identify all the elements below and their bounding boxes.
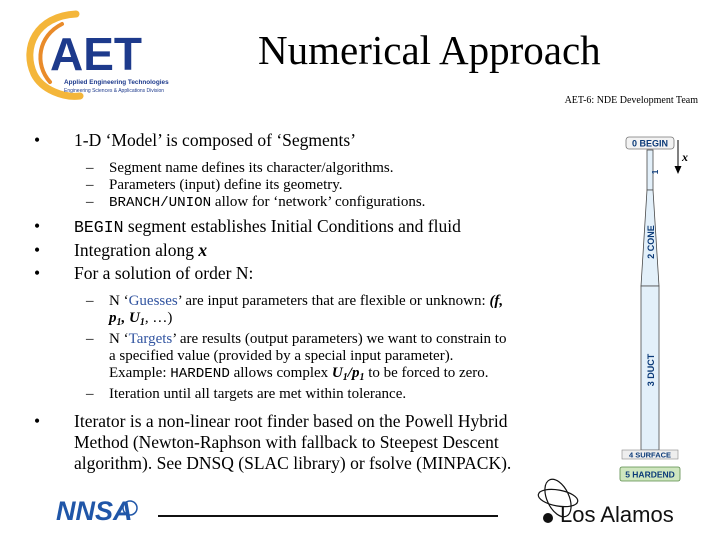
bullet-text: segment establishes Initial Conditions and fluid (123, 216, 461, 236)
sub-bullet-guesses (34, 293, 606, 331)
dash-marker: – (86, 331, 94, 347)
aet-logo (18, 8, 183, 100)
variable-x: x (198, 240, 208, 260)
bullet-marker: • (34, 240, 41, 260)
x-axis-arrowhead (675, 166, 682, 174)
bullet-text: For a solution of order N: (74, 263, 254, 283)
highlight-targets: Targets (128, 331, 173, 347)
nnsa-logo (54, 490, 144, 528)
text-fragment: to be forced to zero. (364, 365, 489, 381)
segment-5-label: 5 HARDEND (625, 469, 675, 480)
subscript: 1 (342, 372, 348, 383)
text-fragment: , (121, 310, 129, 326)
bullet-text: 1-D ‘Model’ is composed of ‘Segments’ (74, 130, 357, 150)
sub-bullet-targets (34, 331, 606, 386)
aet-logo-letters: AET (50, 28, 142, 80)
los-alamos-text: Los Alamos (560, 502, 674, 527)
text-fragment: ’ are results (output parameters) we want to constrain to (172, 331, 507, 347)
code-begin: BEGIN (74, 218, 124, 237)
segment-1-label: 1 (651, 169, 660, 175)
sub-bullet-text: Parameters (input) define its geometry. (109, 177, 343, 193)
bullet-marker: • (34, 263, 41, 283)
subscript: 1 (116, 317, 122, 328)
bullet-integration (34, 240, 606, 261)
bullet-order-n (34, 263, 606, 284)
sub-bullet-text: Segment name defines its character/algorithms. (109, 160, 394, 176)
dash-marker: – (86, 293, 94, 309)
bullet-text: Iterator is a non-linear root finder based on the Powell Hybrid (74, 411, 508, 431)
text-fragment: allows complex (229, 365, 332, 381)
segment-3-label: 3 DUCT (646, 353, 656, 387)
code-branch-union: BRANCH/UNION (109, 195, 212, 211)
segment-begin-label: 0 BEGIN (631, 138, 669, 149)
text-fragment: (f, (489, 293, 504, 309)
text-fragment: ’ are input parameters that are flexible or unknown: (177, 293, 490, 309)
code-hardend: HARDEND (170, 366, 230, 382)
bullet-model-segments (34, 130, 606, 151)
text-fragment: Example: (109, 365, 171, 381)
segment-4-label: 4 SURFACE (628, 450, 672, 460)
x-axis-label: x (682, 150, 688, 164)
slide-content (34, 130, 606, 478)
bullet-marker: • (34, 216, 41, 236)
atom-nucleus-icon (543, 513, 553, 523)
sub-bullet-text: allow for ‘network’ configurations. (211, 194, 426, 210)
bullet-marker: • (34, 130, 41, 150)
footer-rule (158, 515, 498, 517)
subscript: 1 (359, 372, 365, 383)
text-fragment: N ‘ (109, 293, 129, 309)
bullet-iterator (34, 411, 606, 474)
nnsa-logo-text: NNSA (56, 496, 133, 526)
bullet-text: Integration along (74, 240, 199, 260)
bullet-marker: • (34, 411, 41, 431)
team-label: AET-6: NDE Development Team (564, 95, 698, 106)
dash-marker: – (86, 177, 94, 193)
bullet-text: algorithm). See DNSQ (SLAC library) or fsolve (MINPACK). (74, 453, 512, 473)
sub-bullet-text: Iteration until all targets are met within tolerance. (109, 386, 407, 402)
sub-bullet-branch-union (34, 194, 606, 212)
variable-u: U (331, 365, 343, 381)
bullet-begin-segment (34, 216, 606, 238)
text-fragment: / (347, 365, 352, 381)
los-alamos-logo (520, 474, 700, 530)
dash-marker: – (86, 160, 94, 176)
variable-p: p (109, 310, 117, 326)
text-fragment: N ‘ (109, 331, 129, 347)
segment-2-label: 2 CONE (646, 225, 656, 259)
aet-logo-line2: Engineering Sciences & Applications Division (64, 88, 165, 94)
segment-diagram (600, 130, 720, 490)
bullet-text: Method (Newton-Raphson with fallback to Steepest Descent (74, 432, 499, 452)
sub-bullet-segment-name (34, 160, 606, 177)
variable-u: U (129, 310, 140, 326)
highlight-guesses: Guesses (128, 293, 178, 309)
aet-logo-line1: Applied Engineering Technologies (64, 79, 169, 86)
sub-bullet-iteration (34, 386, 606, 403)
text-fragment: , …) (144, 310, 173, 326)
dash-marker: – (86, 194, 94, 210)
variable-p: p (351, 365, 360, 381)
text-fragment: a specified value (provided by a special input parameter). (109, 348, 454, 364)
page-title: Numerical Approach (258, 27, 601, 73)
sub-bullet-parameters (34, 177, 606, 194)
dash-marker: – (86, 386, 94, 402)
subscript: 1 (139, 317, 145, 328)
